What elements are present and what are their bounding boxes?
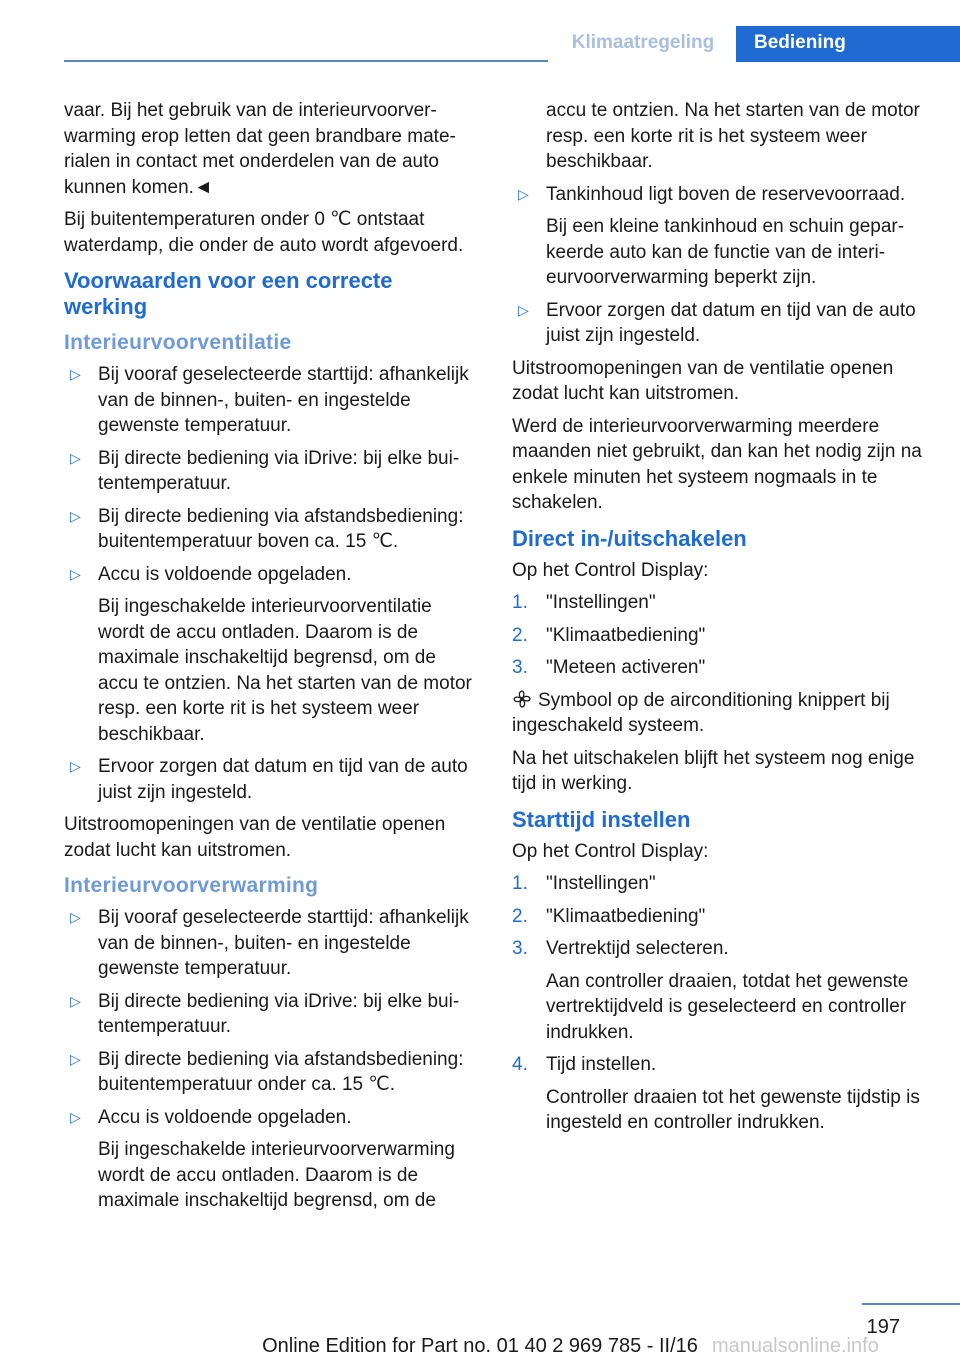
direct-intro: Op het Control Display: [512,559,709,581]
step-note: Controller draaien tot het gewenste tijdstip is ingesteld en controller indrukken. [546,1086,920,1133]
step-number: 2. [512,624,528,646]
symbol-text: Symbool op de airconditioning knippert bij ingeschakeld systeem. [512,689,890,736]
continued-paragraph: accu te ontzien. Na het starten van de motor resp. een korte rit is het systeem weer beschikbaar. [546,100,920,172]
list-item: ▷ Ervoor zorgen dat datum en tijd van de auto juist zijn ingesteld. [518,299,916,346]
triangle-bullet-icon: ▷ [70,1050,81,1067]
triangle-bullet-icon: ▷ [70,909,81,925]
step-item: 4. Tijd instellen. Controller draaien tot het gewenste tijdstip is ingesteld en controller indrukken. [512,1052,932,1136]
step-number: 1. [512,873,528,894]
step-note: Aan controller draaien, totdat het gewenste vertrektijdveld is geselecteerd en controller indrukken. [546,970,909,1043]
page-number: 197 [866,1316,900,1338]
triangle-bullet-icon: ▷ [70,992,81,1009]
watermark: manualsonline.info [712,1335,879,1357]
list-item: ▷ Bij directe bediening via afstandsbediening: buitentemperatuur onder ca. 15 ℃. [70,1048,464,1095]
list-item: ▷ Bij directe bediening via afstandsbediening: buitentemperatuur boven ca. 15 ℃. [70,505,464,552]
left-column [64,98,480,1221]
step-number: 1. [512,592,528,613]
step-number: 3. [512,657,528,678]
start-steps [512,871,932,1136]
triangle-bullet-icon: ▷ [70,507,81,524]
ventilation-note: Uitstroomopeningen van de ventilatie openen zodat lucht kan uitstromen. [64,814,446,861]
heading-conditions: Voorwaarden voor een correcte werking [64,268,393,319]
list-item: ▷ Bij vooraf geselecteerde starttijd: afhankelijk van de binnen-, buiten- en ingestelde gewenste temperatuur. [70,907,469,979]
triangle-bullet-icon: ▷ [70,565,81,582]
step-item: 2. "Klimaatbediening" [512,623,932,649]
heading-direct-switch: Direct in-/uitschakelen [512,525,747,551]
intro-paragraph-2: Bij buitentemperaturen onder 0 ℃ ontstaat waterdamp, die onder de auto wordt afgevoerd. [64,209,464,256]
step-item: 2. "Klimaatbediening" [512,904,932,930]
list-item-note: Bij een kleine tankinhoud en schuin geparkeerde auto kan de functie van de interieurvoorverwarming beperkt zijn. [546,216,905,288]
heating-list [64,905,480,1214]
subheading-heating: Interieurvoorverwarming [64,874,319,897]
list-item: ▷ Accu is voldoende opgeladen. Bij ingeschakelde interieurvoorverwarming wordt de accu ontladen. Daarom is de maximale inschakeltijd begrensd, om de [64,1105,480,1214]
list-item: ▷ Ervoor zorgen dat datum en tijd van de auto juist zijn ingesteld. [70,756,468,803]
triangle-bullet-icon: ▷ [70,449,81,466]
right-column [512,98,932,1143]
list-item: ▷ Accu is voldoende opgeladen. Bij ingeschakelde interieurvoorventilatie wordt de accu ontladen. Daarom is de maximale inschakeltijd begrensd, om de accu te ontzien. Na het starten van de motor resp. een korte rit is het systeem weer beschikbaar. [64,562,480,748]
triangle-bullet-icon: ▷ [518,185,529,202]
start-intro: Op het Control Display: [512,840,709,862]
tab-klimaatregeling[interactable]: Klimaatregeling [548,26,738,62]
step-number: 2. [512,905,528,927]
footer-rule [862,1303,960,1305]
fan-icon [512,689,532,709]
direct-after: Na het uitschakelen blijft het systeem nog enige tijd in werking. [512,747,915,794]
triangle-bullet-icon: ▷ [70,366,81,382]
triangle-bullet-icon: ▷ [70,758,81,774]
step-item: 1. "Instellingen" [512,871,932,897]
step-item: 1. "Instellingen" [512,590,932,616]
intro-paragraph-1: vaar. Bij het gebruik van de interieurvoorverwarming erop letten dat geen brandbare materialen in contact met onderdelen van de auto kunnen komen.◄ [64,100,456,198]
list-item: ▷ Bij directe bediening via iDrive: bij elke buitentemperatuur. [70,990,460,1037]
list-item: ▷ Bij vooraf geselecteerde starttijd: afhankelijk van de binnen-, buiten- en ingestelde gewenste temperatuur. [70,364,469,436]
triangle-bullet-icon: ▷ [518,301,529,318]
list-item-note: Bij ingeschakelde interieurvoorventilatie wordt de accu ontladen. Daarom is de maximale inschakeltijd begrensd, om de accu te ontzien. Na het starten van de motor resp. een korte rit is het systeem weer beschikbaar. [98,596,472,745]
heating-list-continued [512,182,932,349]
heading-start-time: Starttijd instellen [512,806,691,832]
heating-note-2: Werd de interieurvoorverwarming meerdere maanden niet gebruikt, dan kan het nodig zijn na enkele minuten het systeem nogmaals in te schakelen. [512,415,922,513]
triangle-bullet-icon: ▷ [70,1108,81,1125]
direct-steps [512,590,932,681]
tab-bediening[interactable]: Bediening [736,26,960,62]
list-item: ▷ Bij directe bediening via iDrive: bij elke buitentemperatuur. [70,447,460,494]
step-number: 4. [512,1054,528,1075]
list-item-note: Bij ingeschakelde interieurvoorverwarming wordt de accu ontladen. Daarom is de maximale inschakeltijd begrensd, om de [98,1139,455,1211]
ventilation-list [64,362,480,805]
symbol-paragraph [512,688,932,739]
step-number: 3. [512,938,528,959]
list-item: ▷ Tankinhoud ligt boven de reservevoorraad. Bij een kleine tankinhoud en schuin geparkeerde auto kan de functie van de interieurvoorverwarming beperkt zijn. [512,182,932,291]
edition-footer: Online Edition for Part no. 01 40 2 969 785 - II/16 [262,1335,698,1357]
heating-note-1: Uitstroomopeningen van de ventilatie openen zodat lucht kan uitstromen. [512,357,894,404]
step-item: 3. Vertrektijd selecteren. Aan controller draaien, totdat het gewenste vertrektijdveld is geselecteerd en controller indrukken. [512,936,932,1045]
step-item: 3. "Meteen activeren" [512,655,932,681]
subheading-ventilation: Interieurvoorventilatie [64,331,292,354]
